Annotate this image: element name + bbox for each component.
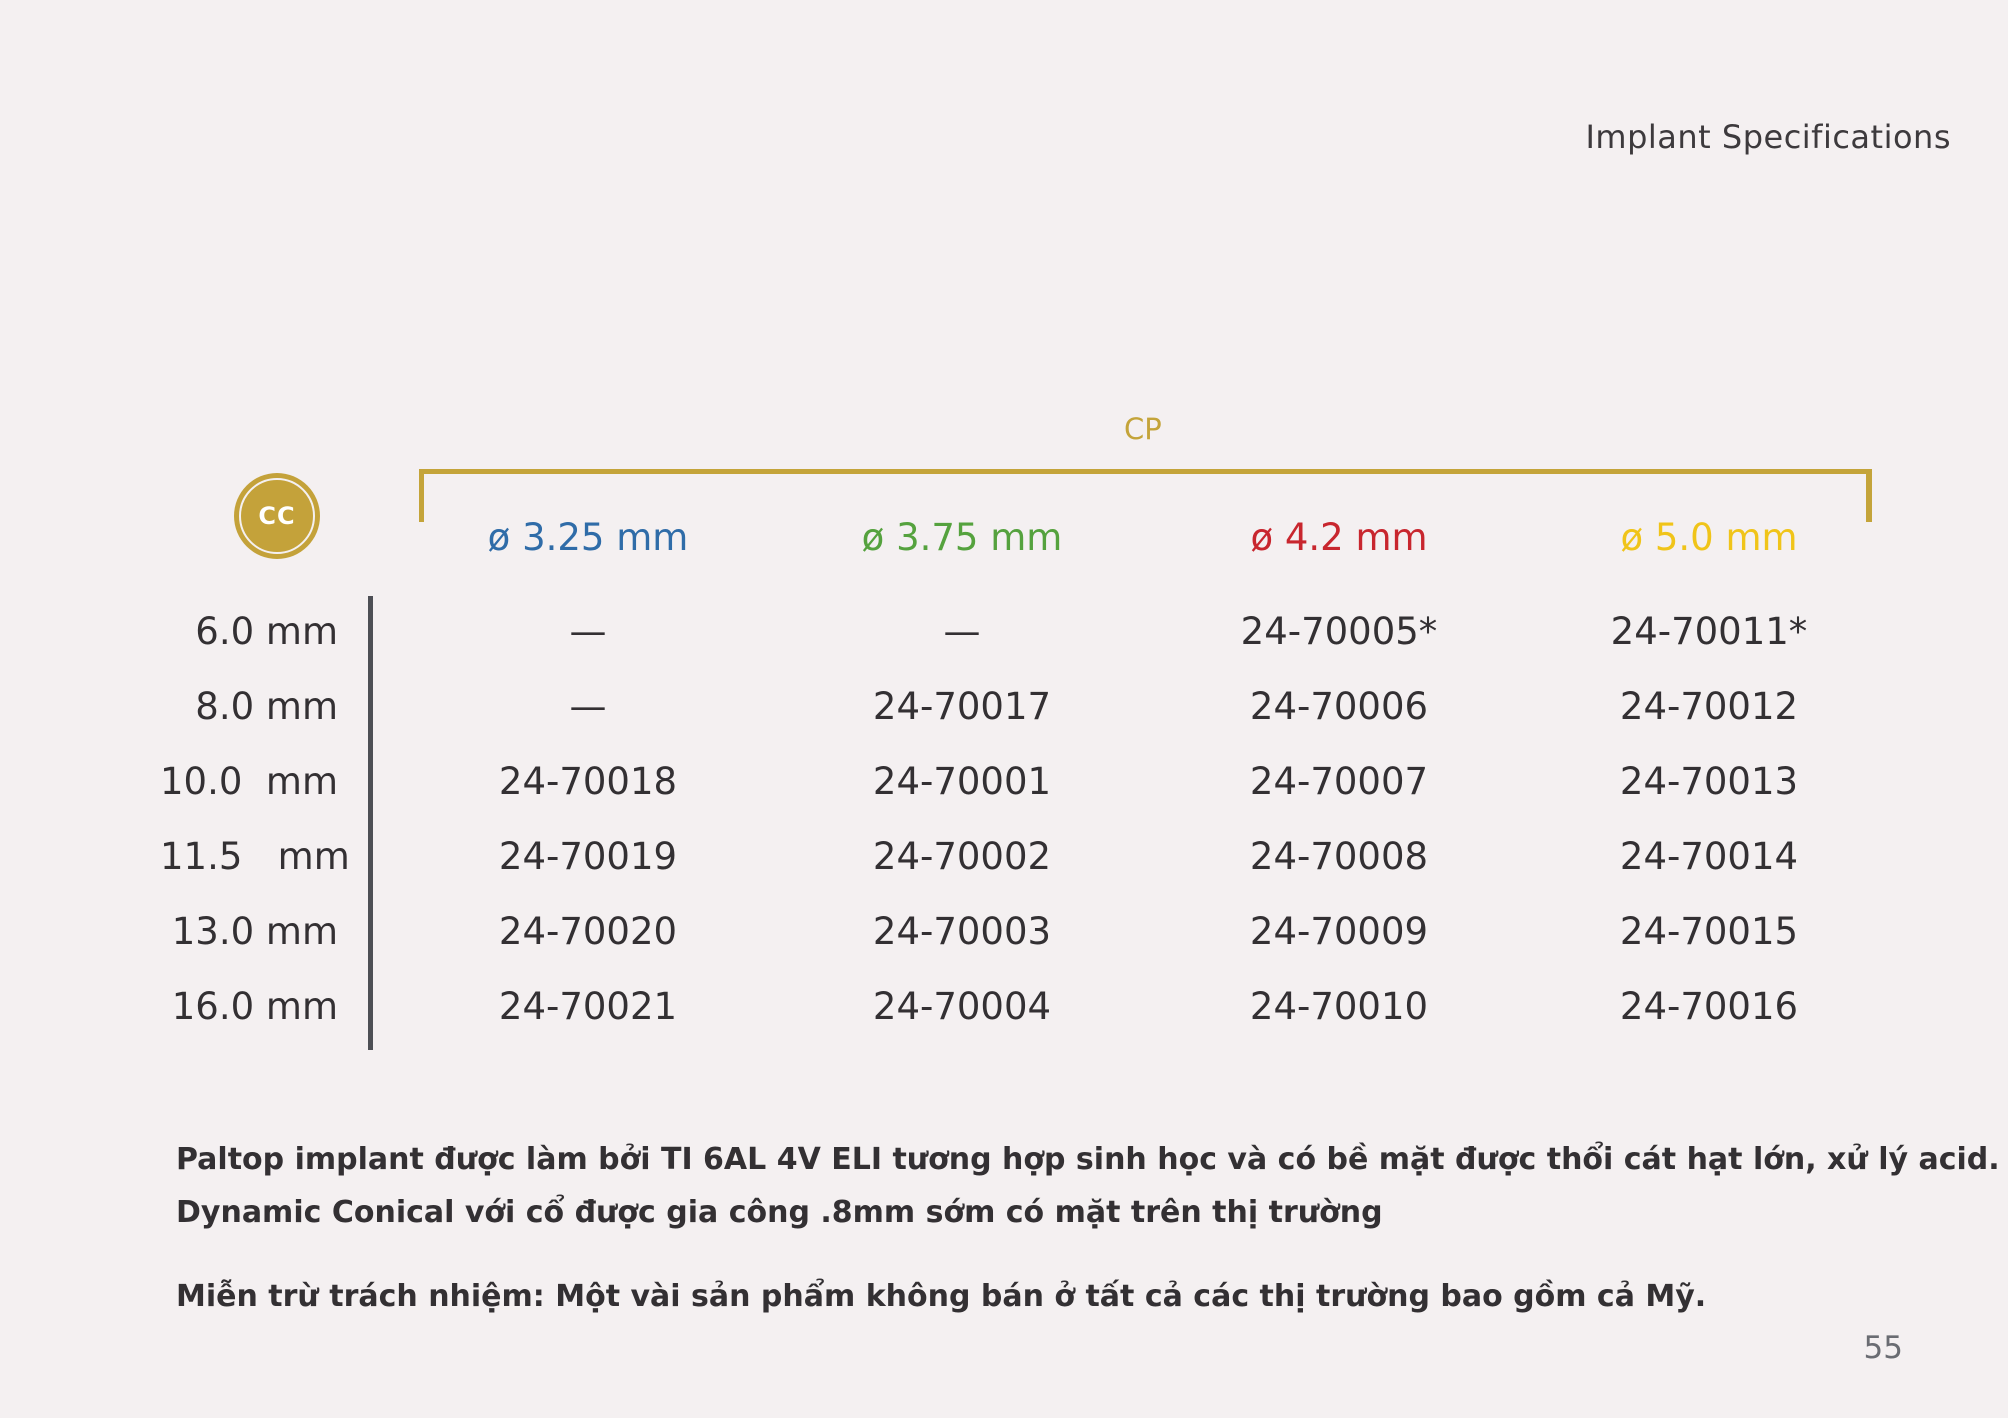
table-cell: 24-70002 — [872, 835, 1052, 878]
table-cell: 24-70007 — [1249, 760, 1429, 803]
table-cell: 24-70020 — [498, 910, 678, 953]
table-cell: 24-70012 — [1619, 685, 1799, 728]
page-number: 55 — [1863, 1330, 1903, 1366]
row-length-label: 11.5 mm — [160, 835, 350, 878]
cc-badge-label: CC — [258, 502, 296, 530]
row-length-label: 16.0 mm — [171, 985, 338, 1028]
table-cell: 24-70015 — [1619, 910, 1799, 953]
row-length-label: 13.0 mm — [171, 910, 338, 953]
table-cell: — — [569, 685, 607, 728]
row-length-label: 10.0 mm — [160, 760, 338, 803]
table-cell: — — [943, 610, 981, 653]
table-cell: 24-70021 — [498, 985, 678, 1028]
table-cell: 24-70005* — [1240, 610, 1438, 653]
table-cell: 24-70011* — [1610, 610, 1808, 653]
row-length-label: 8.0 mm — [195, 685, 338, 728]
group-label-cp: CP — [1124, 412, 1162, 446]
disclaimer-note: Miễn trừ trách nhiệm: Một vài sản phẩm không bán ở tất cả các thị trường bao gồm cả Mỹ. — [176, 1279, 1707, 1314]
table-cell: 24-70004 — [872, 985, 1052, 1028]
table-cell: 24-70013 — [1619, 760, 1799, 803]
row-divider-line — [368, 596, 373, 1050]
row-length-label: 6.0 mm — [195, 610, 338, 653]
table-cell: 24-70014 — [1619, 835, 1799, 878]
table-cell: 24-70001 — [872, 760, 1052, 803]
conical-note: Dynamic Conical với cổ được gia công .8mm sớm có mặt trên thị trường — [176, 1195, 1383, 1230]
table-cell: 24-70009 — [1249, 910, 1429, 953]
column-header-3: ø 4.2 mm — [1250, 516, 1428, 559]
table-cell: 24-70003 — [872, 910, 1052, 953]
table-cell: 24-70017 — [872, 685, 1052, 728]
table-cell: 24-70006 — [1249, 685, 1429, 728]
table-cell: 24-70016 — [1619, 985, 1799, 1028]
column-header-2: ø 3.75 mm — [861, 516, 1063, 559]
group-bracket — [419, 469, 1872, 522]
column-header-1: ø 3.25 mm — [487, 516, 689, 559]
table-cell: — — [569, 610, 607, 653]
table-cell: 24-70019 — [498, 835, 678, 878]
material-note: Paltop implant được làm bởi TI 6AL 4V ELI tương hợp sinh học và có bề mặt được thổi cát hạt lớn, xử lý acid. — [176, 1142, 2000, 1177]
page-title: Implant Specifications — [1585, 118, 1951, 156]
table-cell: 24-70010 — [1249, 985, 1429, 1028]
table-cell: 24-70018 — [498, 760, 678, 803]
cc-badge — [234, 473, 320, 559]
column-header-4: ø 5.0 mm — [1620, 516, 1798, 559]
table-cell: 24-70008 — [1249, 835, 1429, 878]
